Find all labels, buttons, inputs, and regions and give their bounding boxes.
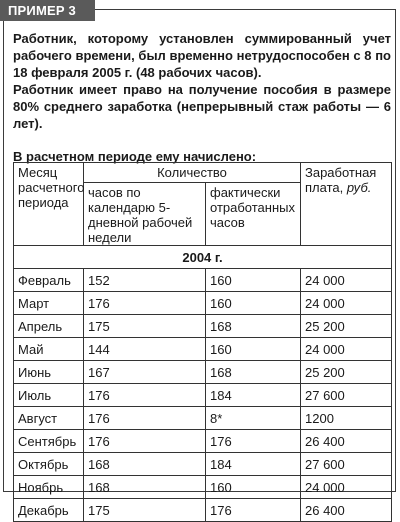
cell-calendar-hours: 175 (84, 499, 206, 522)
cell-salary: 25 200 (301, 361, 392, 384)
cell-month: Май (14, 338, 84, 361)
cell-calendar-hours: 176 (84, 384, 206, 407)
header-quantity: Количество (84, 163, 301, 183)
table-row (14, 338, 392, 361)
table-row (14, 315, 392, 338)
cell-month: Декабрь (14, 499, 84, 522)
cell-actual-hours: 184 (206, 384, 301, 407)
cell-salary: 24 000 (301, 476, 392, 499)
cell-actual-hours: 160 (206, 269, 301, 292)
table-row (14, 292, 392, 315)
cell-actual-hours: 168 (206, 361, 301, 384)
year-row: 2004 г. (14, 246, 392, 269)
cell-actual-hours: 184 (206, 453, 301, 476)
table-row (14, 361, 392, 384)
cell-salary: 27 600 (301, 384, 392, 407)
cell-salary: 27 600 (301, 453, 392, 476)
header-actual-hours: фактически отработанных часов (206, 183, 301, 246)
cell-month: Октябрь (14, 453, 84, 476)
cell-calendar-hours: 152 (84, 269, 206, 292)
cell-salary: 24 000 (301, 338, 392, 361)
cell-actual-hours: 160 (206, 476, 301, 499)
cell-actual-hours: 8* (206, 407, 301, 430)
header-salary (301, 163, 392, 246)
table-caption: В расчетном периоде ему начислено: (13, 149, 257, 164)
cell-actual-hours: 160 (206, 338, 301, 361)
header-month: Месяц расчетного периода (14, 163, 84, 246)
cell-month: Февраль (14, 269, 84, 292)
intro-paragraph: Работник, которому установлен суммированный учет рабочего времени, был временно нетрудоспособен с 8 по 18 февраля 2005 г. (48 рабочих часов). (13, 31, 391, 80)
header-salary-unit: руб. (346, 180, 372, 195)
table-row (14, 476, 392, 499)
cell-salary: 26 400 (301, 430, 392, 453)
cell-actual-hours: 176 (206, 499, 301, 522)
intro-paragraph: Работник имеет право на получение пособия в размере 80% среднего заработка (непрерывный стаж работы — 6 лет). (13, 82, 391, 131)
cell-calendar-hours: 144 (84, 338, 206, 361)
cell-salary: 25 200 (301, 315, 392, 338)
cell-salary: 24 000 (301, 269, 392, 292)
cell-calendar-hours: 175 (84, 315, 206, 338)
cell-month: Июль (14, 384, 84, 407)
example-tag: ПРИМЕР 3 (0, 0, 95, 21)
cell-month: Ноябрь (14, 476, 84, 499)
cell-month: Март (14, 292, 84, 315)
table-row (14, 407, 392, 430)
cell-calendar-hours: 176 (84, 430, 206, 453)
accruals-table (13, 162, 392, 522)
cell-calendar-hours: 168 (84, 453, 206, 476)
header-salary-label: Заработная плата, (305, 165, 377, 195)
cell-salary: 24 000 (301, 292, 392, 315)
table-row (14, 384, 392, 407)
cell-actual-hours: 160 (206, 292, 301, 315)
cell-month: Июнь (14, 361, 84, 384)
cell-calendar-hours: 168 (84, 476, 206, 499)
intro-text (13, 30, 391, 132)
table-row (14, 499, 392, 522)
cell-calendar-hours: 176 (84, 407, 206, 430)
header-calendar-hours: часов по календарю 5-дневной рабочей недели (84, 183, 206, 246)
cell-salary: 26 400 (301, 499, 392, 522)
table-row (14, 453, 392, 476)
cell-month: Сентябрь (14, 430, 84, 453)
cell-calendar-hours: 167 (84, 361, 206, 384)
cell-actual-hours: 176 (206, 430, 301, 453)
cell-actual-hours: 168 (206, 315, 301, 338)
cell-month: Август (14, 407, 84, 430)
cell-calendar-hours: 176 (84, 292, 206, 315)
cell-salary: 1200 (301, 407, 392, 430)
cell-month: Апрель (14, 315, 84, 338)
table-row (14, 430, 392, 453)
table-row (14, 269, 392, 292)
